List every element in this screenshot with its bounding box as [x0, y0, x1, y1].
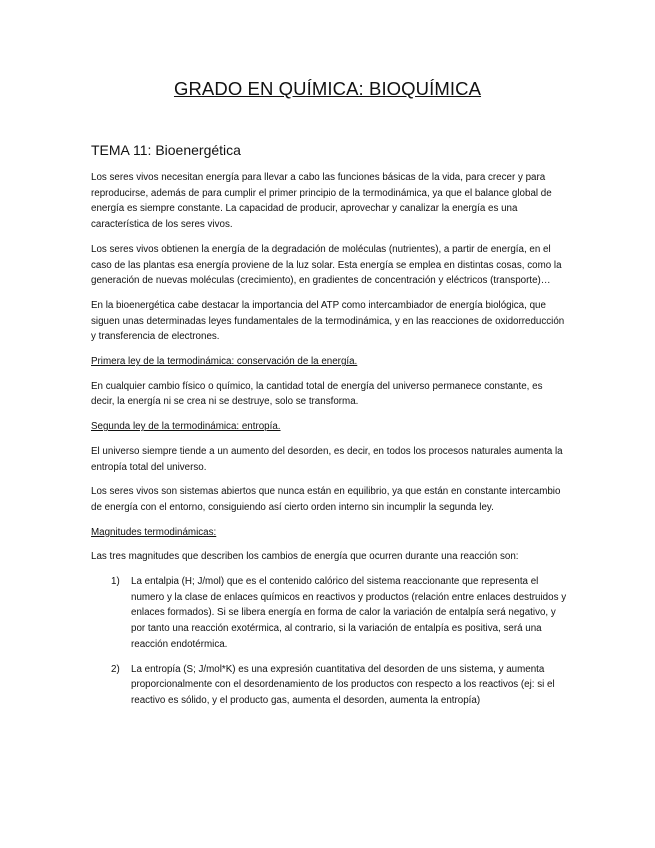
list-item: [91, 662, 567, 709]
document-title: GRADO EN QUÍMICA: BIOQUÍMICA: [173, 78, 482, 99]
document-body: [91, 170, 567, 718]
paragraph: En cualquier cambio físico o químico, la cantidad total de energía del universo permanece constante, es decir, la energía ni se crea ni se destruye, solo se transforma.: [91, 380, 543, 408]
list-item-text: La entalpia (H; J/mol) que es el contenido calórico del sistema reaccionante que representa el numero y la clase de enlaces químicos en reactivos y productos (relación entre enlaces destruidos y enlaces formados). Si se libera energía en forma de calor la variación de entalpía será negativo, y por tanto una reacción exotérmica, al contrario, si la variación de entalpía es positiva, será una reacción endotérmica.: [131, 576, 567, 650]
paragraph: Los seres vivos son sistemas abiertos que nunca están en equilibrio, ya que están en constante intercambio de energía con el entorno, consiguiendo así cierto orden interno sin incumplir la segunda ley.: [91, 486, 561, 513]
section-heading-magnitudes: Magnitudes termodinámicas:: [91, 526, 217, 538]
paragraph: En la bioenergética cabe destacar la importancia del ATP como intercambiador de energía biológica, que siguen unas determinadas leyes fundamentales de la termodinámica, y en las reacciones de oxidorreducción y transferencia de electrones.: [91, 299, 565, 343]
numbered-list: [91, 574, 567, 709]
section-title: TEMA 11: Bioenergética: [91, 142, 241, 158]
section-heading-second-law: Segunda ley de la termodinámica: entropía.: [91, 421, 281, 433]
list-item: [91, 574, 567, 653]
list-item-text: La entropía (S; J/mol*K) es una expresión cuantitativa del desorden de uns sistema, y aumenta proporcionalmente con el desordenamiento de los productos con respecto a los reactivos (ej: si el reactivo es sólido, y el producto gas, aumenta el desorden, aumenta la entropía): [131, 663, 555, 706]
paragraph: Las tres magnitudes que describen los cambios de energía que ocurren durante una reacción son:: [91, 551, 519, 563]
paragraph: Los seres vivos necesitan energía para llevar a cabo las funciones básicas de la vida, para crecer y para reproducirse, además de para cumplir el primer principio de la termodinámica, ya que el balance global de energía es siempre constante. La capacidad de producir, aprovechar y canalizar la energía es una característica de los seres vivos.: [91, 172, 552, 231]
section-heading-first-law: Primera ley de la termodinámica: conservación de la energía.: [91, 356, 358, 368]
list-item-number: 2): [111, 663, 120, 675]
paragraph: El universo siempre tiende a un aumento del desorden, es decir, en todos los procesos naturales aumenta la entropía total del universo.: [91, 445, 563, 473]
paragraph: Los seres vivos obtienen la energía de la degradación de moléculas (nutrientes), a partir de energía, en el caso de las plantas esa energía proviene de la luz solar. Esta energía se emplea en distintas cosas, como la generación de nuevas moléculas (crecimiento), en gradientes de concentración y eléctricos (transporte)…: [91, 243, 562, 287]
list-item-number: 1): [111, 576, 120, 588]
